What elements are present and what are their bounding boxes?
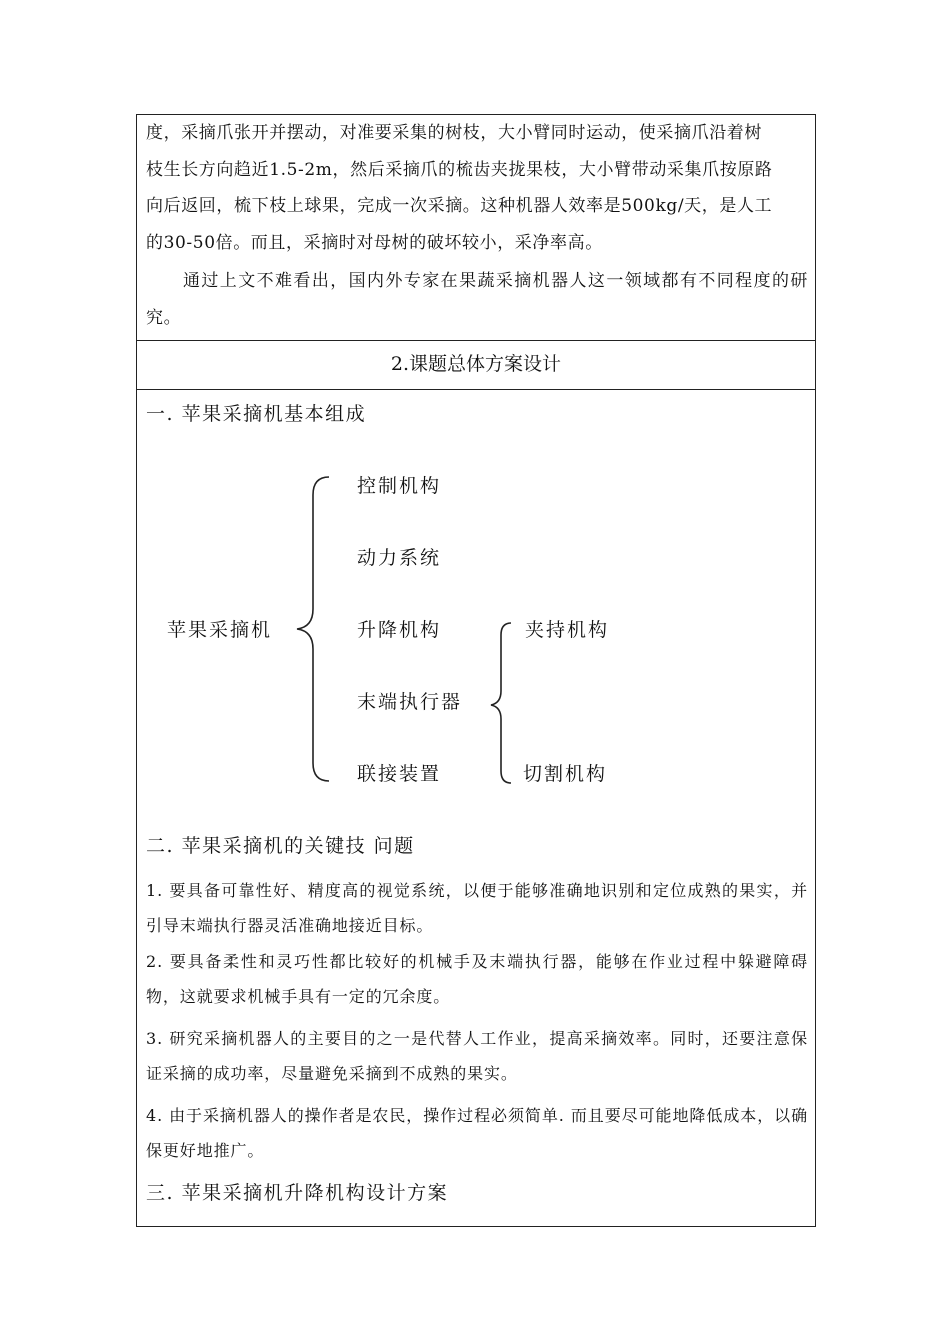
- table-divider: [137, 340, 815, 341]
- document-table: [136, 114, 816, 1227]
- intro-line: 向后返回，梳下枝上球果，完成一次采摘。这种机器人效率是500kg/天，是人工: [146, 196, 773, 216]
- right-brace: [485, 621, 515, 787]
- diagram-node-end-effector: 末端执行器: [357, 691, 463, 713]
- heading-basic-composition: 一. 苹果采摘机基本组成: [146, 403, 367, 425]
- heading-lift-design: 三. 苹果采摘机升降机构设计方案: [146, 1182, 449, 1204]
- diagram-node-control: 控制机构: [357, 475, 442, 497]
- intro-paragraph: [146, 115, 808, 261]
- intro-line: 度，采摘爪张开并摆动，对准要采集的树枝，大小臂同时运动，使采摘爪沿着树: [146, 123, 762, 143]
- problem-item-2: 2. 要具备柔性和灵巧性都比较好的机械手及末端执行器，能够在作业过程中躲避障碍物，这就要求机械手具有一定的冗余度。: [146, 952, 808, 1006]
- left-brace: [287, 473, 347, 785]
- heading-key-problems: 二. 苹果采摘机的关键技 问题: [146, 835, 415, 857]
- intro-line: 枝生长方向趋近1.5-2m，然后采摘爪的梳齿夹拢果枝，大小臂带动采集爪按原路: [146, 159, 773, 180]
- section-title: 2.课题总体方案设计: [390, 353, 562, 375]
- table-divider: [137, 389, 815, 390]
- conclusion-paragraph: 通过上文不难看出，国内外专家在果蔬采摘机器人这一领域都有不同程度的研究。: [146, 271, 808, 328]
- problem-item-1: 1. 要具备可靠性好、精度高的视觉系统，以便于能够准确地识别和定位成熟的果实，并引导末端执行器灵活准确地接近目标。: [146, 881, 808, 935]
- diagram-node-coupling: 联接装置: [357, 763, 442, 785]
- diagram-node-lift: 升降机构: [357, 619, 442, 641]
- intro-line: 的30-50倍。而且，采摘时对母树的破坏较小，采净率高。: [146, 232, 603, 253]
- diagram-node-cutting: 切割机构: [523, 763, 608, 785]
- diagram-root-node: 苹果采摘机: [167, 619, 273, 641]
- problem-item-3: 3. 研究采摘机器人的主要目的之一是代替人工作业，提高采摘效率。同时，还要注意保证采摘的成功率，尽量避免采摘到不成熟的果实。: [146, 1029, 808, 1083]
- diagram-node-clamp: 夹持机构: [525, 619, 610, 641]
- problem-item-4: 4. 由于采摘机器人的操作者是农民，操作过程必须简单. 而且要尽可能地降低成本，以确保更好地推广。: [146, 1106, 808, 1160]
- diagram-node-power: 动力系统: [357, 547, 442, 569]
